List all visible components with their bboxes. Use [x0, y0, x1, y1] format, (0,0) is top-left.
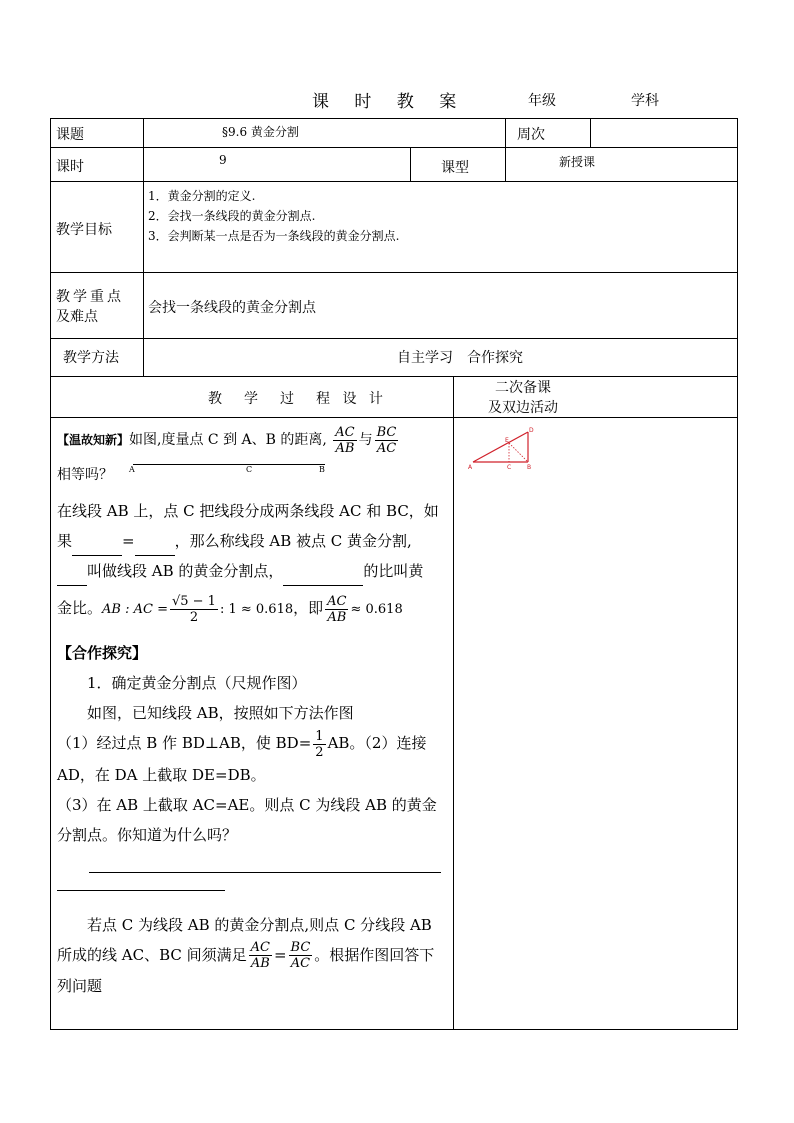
row2-label: 课时 [56, 159, 84, 175]
figure-label-b: B [527, 464, 532, 471]
fraction-half: $\frac{1}{2}$ [315, 728, 324, 760]
segment-label-a: A [129, 465, 135, 474]
objective-item: 3．会判断某一点是否为一条线段的黄金分割点. [148, 229, 400, 243]
fraction-bc-ac-2: $\frac{BC}{AC}$ [290, 940, 311, 971]
golden-ratio-fraction: $\frac{√5 - 1}{2}$ [171, 593, 216, 625]
key-points: 会找一条线段的黄金分割点 [148, 300, 316, 316]
lesson-type: 新授课 [559, 155, 596, 169]
objectives-list [148, 186, 399, 246]
review-question-end: 相等吗？ [57, 467, 113, 483]
lesson-topic: §9.6 黄金分割 [222, 125, 299, 139]
figure-label-a: A [468, 464, 473, 471]
process-design-header: 教 学 过 程 设 计 [208, 391, 387, 407]
subject-label: 学科 [631, 93, 659, 109]
row5-label: 教学方法 [63, 350, 119, 366]
period-value: 9 [219, 153, 227, 167]
fraction-ac-ab-3: $\frac{AC}{AB}$ [250, 940, 270, 971]
review-tag: 【温故知新】 [57, 433, 130, 447]
fraction-ac-ab-2: $\frac{AC}{AB}$ [327, 593, 347, 625]
segment-ab [133, 464, 325, 465]
review-question: 如图,度量点 C 到 A、B 的距离, [129, 432, 327, 448]
fraction-bc-ac: $\frac{BC}{AC}$ [376, 424, 397, 456]
segment-label-c: C [246, 465, 253, 474]
fraction-ac-ab: $\frac{AC}{AB}$ [335, 424, 355, 456]
segment-label-b: B [319, 465, 325, 474]
figure-label-c: C [507, 464, 512, 471]
grade-label: 年级 [528, 93, 556, 109]
row4-label: 教学重点 及难点 [56, 289, 124, 325]
page-title: 课 时 教 案 [312, 92, 467, 112]
coop-tag: 【合作探究】 [57, 644, 148, 662]
process-content: 【温故知新】如图,度量点 C 到 A、B 的距离, $\frac{AC}{AB}$ 与 $\frac{BC}{AC}$ 相等吗？ A C B 在线段 AB 上，点 C 把线段分成两条线段 AC 和 BC，如 果 = ，那么称线段 AB 被点 C 黄金分割, 叫做线段 AB 的黄金分割点， 的比叫黄 金比。AB : AC = $\frac{√5 - 1}{2}$ : 1 ≈ 0.618，即 $\frac{AC}{AB}$ ≈ 0.618 【合作探究】 1．确定黄金分割点（尺规作图） 如图，已知线段 AB，按照如下方法作图 （1）经过点 B 作 BD⊥AB，使 BD= $\frac{1}{2}$ AB。（2）连接 AD，在 DA 上截取 DE=DB。 （3）在 AB 上截取 AC=AE。则点 C 为线段 AB 的黄金 分割点。你知道为什么吗？ 若点 C 为线段 AB 的黄金分割点,则点 C 分线段 AB 所成的线 AC、BC 间须满足 $\frac{AC}{AB}$ = $\frac{BC}{AC}$ 。根据作图回答下 列问题 [57, 420, 449, 1001]
answer-line-2 [57, 890, 225, 891]
teaching-method: 自主学习 合作探究 [397, 350, 523, 366]
row1-label: 课题 [56, 127, 84, 143]
row1-label2: 周次 [517, 127, 545, 143]
row3-label: 教学目标 [56, 222, 112, 238]
figure-label-e: E [505, 437, 509, 444]
objective-item: 1．黄金分割的定义. [148, 189, 256, 203]
objective-item: 2．会找一条线段的黄金分割点. [148, 209, 316, 223]
golden-section-figure [465, 424, 540, 474]
secondary-prep-header: 二次备课 及双边活动 [488, 380, 558, 416]
answer-line-1 [89, 872, 441, 873]
row2-label2: 课型 [441, 160, 469, 176]
figure-label-d: D [529, 427, 534, 434]
